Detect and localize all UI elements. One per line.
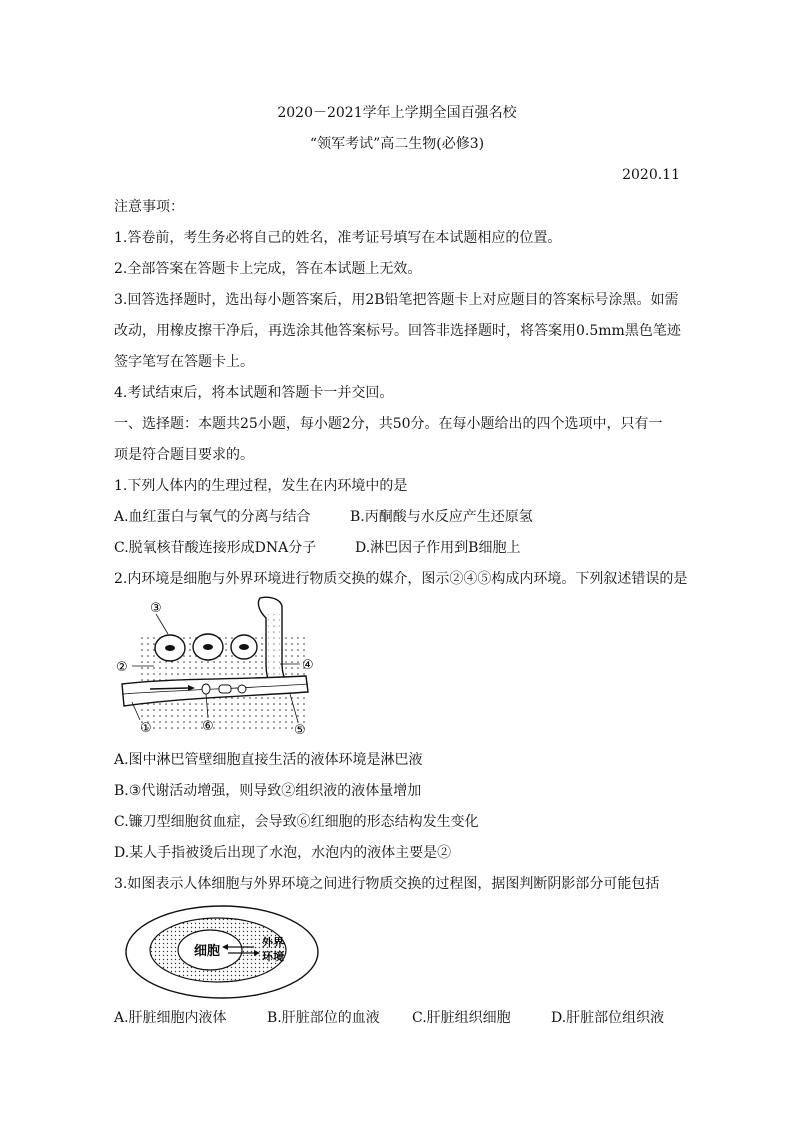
note-item: 4.考试结束后，将本试题和答题卡一并交回。 [114,385,394,401]
q1-option-c: C.脱氧核苷酸连接形成DNA分子 [114,540,317,556]
note-item: 1.答卷前，考生务必将自己的姓名，准考证号填写在本试题相应的位置。 [114,230,562,246]
red-blood-cell [202,684,210,694]
section-heading: 一、选择题：本题共25小题，每小题2分，共50分。在每小题给出的四个选项中，只有一 [114,416,663,432]
label-2: ② [116,660,128,675]
note-item: 改动，用橡皮擦干净后，再选涂其他答案标号。回答非选择题时，将答案用0.5mm黑色笔迹 [114,323,681,339]
label-4: ④ [302,658,314,673]
exam-title: 2020－2021学年上学期全国百强名校 [277,105,517,121]
outer-env-label-1: 外界 [262,936,284,949]
q1-option-d: D.淋巴因子作用到B细胞上 [355,540,521,556]
section-heading-cont: 项是符合题目要求的。 [114,447,254,463]
label-1: ① [140,721,152,736]
exam-subtitle: “领军考试”高二生物(必修3) [309,136,485,152]
q1-option-a: A.血红蛋白与氧气的分离与结合 [114,509,311,525]
q3-option-a: A.肝脏细胞内液体 [114,1010,227,1026]
note-item: 2.全部答案在答题卡上完成，答在本试题上无效。 [114,261,422,277]
q3-option-b: B.肝脏部位的血液 [267,1010,380,1026]
q2-stem: 2.内环境是细胞与外界环境进行物质交换的媒介，图示②④⑤构成内环境。下列叙述错误的是 [114,571,688,587]
label-5: ⑤ [294,723,306,738]
q3-option-d: D.肝脏部位组织液 [551,1010,665,1026]
outer-env-label-2: 环境 [262,950,284,963]
cell-label: 细胞 [194,944,221,959]
q1-stem: 1.下列人体内的生理过程，发生在内环境中的是 [114,478,408,494]
note-item: 签字笔写在答题卡上。 [114,354,254,370]
exam-date: 2020.11 [622,167,680,183]
label-3: ③ [150,601,162,616]
q1-option-b: B.丙酮酸与水反应产生还原氢 [350,509,533,525]
q2-option-a: A.图中淋巴管壁细胞直接生活的液体环境是淋巴液 [114,752,423,768]
q3-stem: 3.如图表示人体细胞与外界环境之间进行物质交换的过程图，据图判断阴影部分可能包括 [114,876,660,892]
label-6: ⑥ [202,719,214,734]
note-item: 3.回答选择题时，选出每小题答案后，用2B铅笔把答题卡上对应题目的答案标号涂黑。如需 [114,292,679,308]
q2-option-b: B.③代谢活动增强，则导致②组织液的液体量增加 [114,783,422,799]
q2-option-c: C.镰刀型细胞贫血症，会导致⑥红细胞的形态结构发生变化 [114,814,479,830]
q2-tissue-diagram [110,594,330,740]
q3-option-c: C.肝脏组织细胞 [412,1010,511,1026]
q2-option-d: D.某人手指被烫后出现了水泡，水泡内的液体主要是② [114,845,452,861]
q3-exchange-diagram [122,902,322,1002]
notes-heading: 注意事项： [114,199,184,215]
